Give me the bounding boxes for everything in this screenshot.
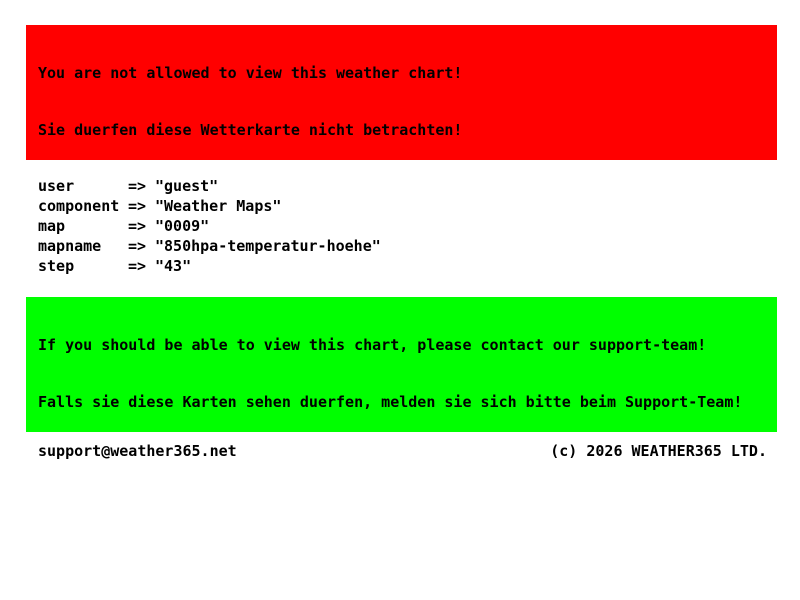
param-arrow: =>: [128, 177, 147, 195]
param-value: "0009": [155, 217, 210, 235]
param-row-step: [38, 256, 800, 276]
footer: [38, 441, 767, 461]
param-row-component: [38, 196, 800, 216]
copyright-text: (c) 2026 WEATHER365 LTD.: [550, 442, 767, 460]
param-key: component: [38, 197, 120, 215]
info-banner: [26, 297, 777, 432]
param-value: "43": [155, 257, 192, 275]
param-key: step: [38, 257, 75, 275]
request-params-list: [38, 176, 800, 276]
param-value: "guest": [155, 177, 219, 195]
support-email: support@weather365.net: [38, 442, 237, 460]
param-key: user: [38, 177, 75, 195]
param-arrow: =>: [128, 217, 147, 235]
param-row-mapname: [38, 236, 800, 256]
info-banner-line-de: Falls sie diese Karten sehen duerfen, melden sie sich bitte beim Support-Team!: [38, 393, 743, 411]
param-arrow: =>: [128, 257, 147, 275]
error-banner-line-de: Sie duerfen diese Wetterkarte nicht betrachten!: [38, 121, 463, 139]
param-value: "Weather Maps": [155, 197, 282, 215]
param-row-user: [38, 176, 800, 196]
param-arrow: =>: [128, 197, 147, 215]
param-key: mapname: [38, 237, 102, 255]
error-banner-line-en: You are not allowed to view this weather chart!: [38, 64, 463, 82]
param-row-map: [38, 216, 800, 236]
error-banner: [26, 25, 777, 160]
param-value: "850hpa-temperatur-hoehe": [155, 237, 381, 255]
param-arrow: =>: [128, 237, 147, 255]
info-banner-line-en: If you should be able to view this chart, please contact our support-team!: [38, 336, 707, 354]
param-key: map: [38, 217, 66, 235]
